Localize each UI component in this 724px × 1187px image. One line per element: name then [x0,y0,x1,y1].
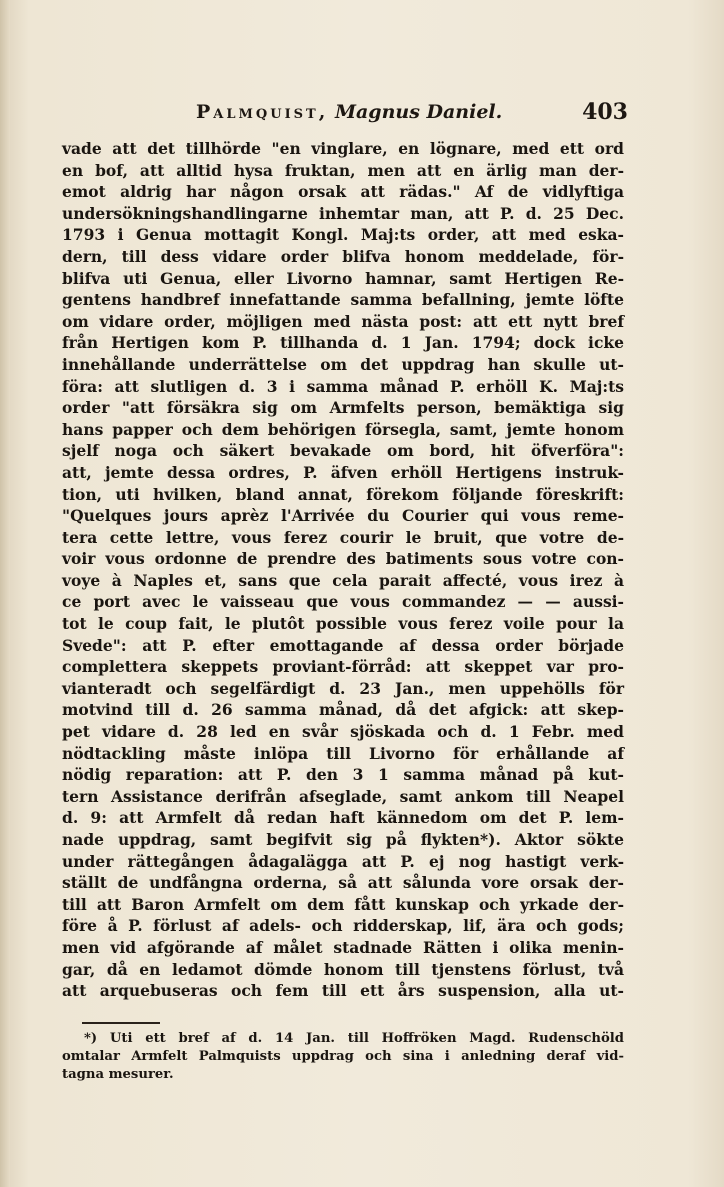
text-line: motvind till d. 26 samma månad, då det afgick: att skep- [62,700,624,720]
footnote-line: omtalar Armfelt Palmquists uppdrag och sina i anledning deraf vid- [62,1049,624,1064]
footnote-divider [82,1022,160,1024]
text-line: voye à Naples et, sans que cela parait affecté, vous irez à [62,570,624,590]
text-line: order "att försäkra sig om Armfelts person, bemäktiga sig [62,398,624,418]
text-line: ställt de undfångna orderna, så att sålunda vore orsak der- [62,873,624,893]
text-line: tot le coup fait, le plutôt possible vous ferez voile pour la [62,614,624,634]
text-line: dern, till dess vidare order blifva honom meddelade, för- [62,246,624,266]
text-line: "Quelques jours aprèz l'Arrivée du Courier qui vous reme- [62,506,624,526]
text-line: voir vous ordonne de prendre des batiments sous votre con- [62,549,624,569]
text-line: före å P. förlust af adels- och ridderskap, lif, ära och gods; [62,916,624,936]
text-line: ce port avec le vaisseau que vous commandez — — aussi- [62,592,624,612]
text-line: nödig reparation: att P. den 3 1 samma månad på kut- [62,765,624,785]
text-line: om vidare order, möjligen med nästa post: att ett nytt bref [62,311,624,331]
text-line: nade uppdrag, samt begifvit sig på flykten*). Aktor sökte [62,830,624,849]
text-line: att, jemte dessa ordres, P. äfven erhöll Hertigens instruk- [62,462,624,482]
running-head-surname: Palmquist, [196,101,329,123]
text-line: complettera skeppets proviant-förråd: att skeppet var pro- [62,657,624,677]
text-line: 1793 i Genua mottagit Kongl. Maj:ts order, att med eska- [62,225,624,245]
body-text [62,138,624,1002]
text-line: föra: att slutligen d. 3 i samma månad P. erhöll K. Maj:ts [62,376,624,396]
footnote-line: *) Uti ett bref af d. 14 Jan. till Hoffröken Magd. Rudenschöld [84,1031,624,1046]
text-line: tion, uti hvilken, bland annat, förekom följande föreskrift: [62,484,624,504]
text-line: tern Assistance derifrån afseglade, samt ankom till Neapel [62,786,624,806]
text-line: gentens handbref innefattande samma befallning, jemte löfte [62,290,624,310]
page-gutter-shadow [0,0,10,1187]
text-line: men vid afgörande af målet stadnade Rätten i olika menin- [62,937,624,957]
footnote-line: tagna mesurer. [62,1067,174,1082]
text-line: vade att det tillhörde "en vinglare, en lögnare, med ett ord [62,139,624,158]
text-line: till att Baron Armfelt om dem fått kunskap och yrkade der- [62,894,624,914]
text-line: innehållande underrättelse om det uppdrag han skulle ut- [62,354,624,374]
text-line: hans papper och dem behörigen försegla, samt, jemte honom [62,419,624,439]
text-line: blifva uti Genua, eller Livorno hamnar, samt Hertigen Re- [62,268,624,288]
text-line: tera cette lettre, vous ferez courir le bruit, que votre de- [62,527,624,547]
text-line: sjelf noga och säkert bevakade om bord, hit öfverföra": [62,441,624,461]
text-line: under rättegången ådagalägga att P. ej nog hastigt verk- [62,851,624,871]
footnote [62,1030,624,1084]
text-line: gar, då en ledamot dömde honom till tjenstens förlust, två [62,959,624,979]
text-line: pet vidare d. 28 led en svår sjöskada och d. 1 Febr. med [62,722,624,742]
text-line: att arquebuseras och fem till ett års suspension, alla ut- [62,981,624,1001]
running-head-given-names: Magnus Daniel. [334,101,503,123]
text-line: nödtackling måste inlöpa till Livorno för erhållande af [62,743,624,763]
text-line: Svede": att P. efter emottagande af dessa order började [62,635,624,655]
text-line: en bof, att alltid hysa fruktan, men att en ärlig man der- [62,160,624,180]
text-line: vianteradt och segelfärdigt d. 23 Jan., men uppehölls för [62,678,624,698]
text-line: emot aldrig har någon orsak att rädas." Af de vidlyftiga [62,182,624,202]
text-line: från Hertigen kom P. tillhanda d. 1 Jan. 1794; dock icke [62,333,624,353]
page-number: 403 [582,99,628,125]
text-line: d. 9: att Armfelt då redan haft kännedom om det P. lem- [62,808,624,828]
page-header [196,97,628,133]
text-line: undersökningshandlingarne inhemtar man, att P. d. 25 Dec. [62,203,624,223]
running-head [196,101,502,123]
